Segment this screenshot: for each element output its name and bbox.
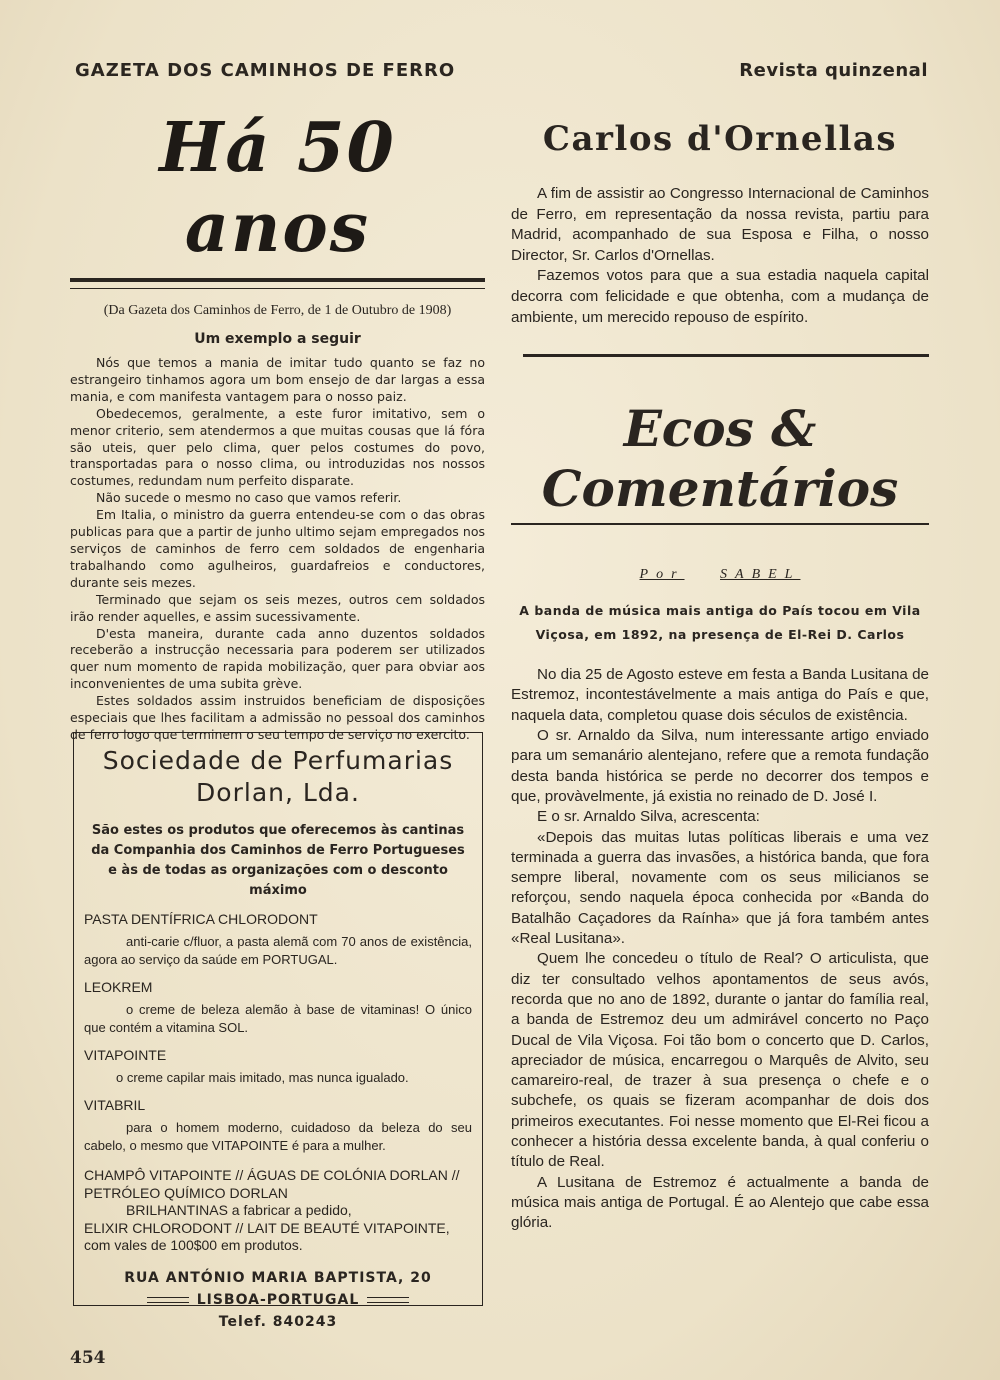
product-description: anti-carie c/fluor, a pasta alemã com 70 anos de existência, agora ao serviço da saúde em PORTUGAL.	[84, 934, 472, 967]
carlos-ornellas-title: Carlos d'Ornellas	[542, 119, 898, 159]
ad-closing-line3: ELIXIR CHLORODONT // LAIT DE BEAUTÉ VITAPOINTE, com vales de 100$00 em produtos.	[84, 1219, 450, 1253]
divider	[367, 1297, 409, 1303]
ha-50-anos-title: Há 50 anos	[159, 108, 396, 268]
product-name: PASTA DENTÍFRICA CHLORODONT	[84, 911, 318, 927]
left-column	[70, 108, 485, 744]
divider	[147, 1297, 189, 1303]
paragraph: «Depois das muitas lutas políticas liberais e uma vez terminada a guerra das invasões, a histórica banda, que fora sempre liberal, novamente com os seus milicianos se reforçou, sendo naquela época conhecida por «Banda do Batalhão Caçadores da Raínha» que já fora também antes «Real Lusitana».	[511, 828, 929, 948]
paragraph: Estes soldados assim instruidos beneficiam de disposições especiais que lhes facilitam a admissão no pessoal dos caminhos de ferro logo que terminem o seu tempo de serviço no exercito.	[70, 693, 485, 742]
article-body	[70, 355, 485, 744]
paragraph: Nós que temos a mania de imitar tudo quanto se faz no estrangeiro tinhamos agora um bom ensejo de dar largas a essa mania, e com manifesta vantagem para o nosso paiz.	[70, 355, 485, 404]
page-number: 454	[70, 1348, 106, 1368]
paragraph: Fazemos votos para que a sua estadia naquela capital decorra com felicidade e que obtenha, com a mudança de ambiente, um merecido repouso de espírito.	[511, 267, 929, 326]
article-subhead: Um exemplo a seguir	[194, 331, 361, 347]
paragraph: Em Italia, o ministro da guerra entendeu-se com o das obras publicas para que a partir de junho ultimo sejam empregados nos serviços de caminhos de ferro cem soldados de engenharia trabalhando como agulheiros, guardafreios e conductores, durante seis mezes.	[70, 507, 485, 590]
ad-closing-line1: CHAMPÔ VITAPOINTE // ÁGUAS DE COLÓNIA DORLAN // PETRÓLEO QUÍMICO DORLAN	[84, 1167, 460, 1201]
paragraph: Obedecemos, geralmente, a este furor imitativo, sem o menor criterio, sem atendermos a que muitas cousas que lá fóra são uteis, quer pelo clima, quer pelos costumes do povo, transportadas para o nosso clima, ou introduzidas nos nossos costumes, redundam num perfeito disparate.	[70, 405, 485, 489]
product-description: para o homem moderno, cuidadoso da beleza do seu cabelo, o mesmo que VITAPOINTE é para a mulher.	[84, 1120, 472, 1153]
paragraph: E o sr. Arnaldo Silva, acrescenta:	[537, 808, 760, 826]
product-name: VITAPOINTE	[84, 1047, 167, 1063]
byline-author: SABEL	[720, 567, 801, 583]
ad-address-block	[84, 1267, 472, 1333]
journal-frequency: Revista quinzenal	[739, 60, 928, 81]
ad-phone: Telef. 840243	[218, 1313, 338, 1330]
product-name: VITABRIL	[84, 1097, 146, 1113]
ecos-headline: A banda de música mais antiga do País tocou em Vila Viçosa, em 1892, na presença de El-Rei D. Carlos	[519, 603, 921, 643]
paragraph: O sr. Arnaldo da Silva, num interessante artigo enviado para um semanário alentejano, refere que a remota fundação desta banda histórica se perde no decorrer dos tempos e que, provàvelmente, já existia no reinado de D. José I.	[511, 727, 929, 805]
source-line: (Da Gazeta dos Caminhos de Ferro, de 1 de Outubro de 1908)	[103, 303, 452, 318]
paragraph: Terminado que sejam os seis mezes, outros cem soldados irão render aquelles, e assim sucessivamente.	[70, 591, 485, 624]
ecos-comentarios-title: Ecos & Comentários	[541, 399, 899, 519]
paragraph: No dia 25 de Agosto esteve em festa a Banda Lusitana de Estremoz, incontestávelmente a mais antiga do País e que, naquela data, completou quase dois séculos de existência.	[511, 666, 929, 724]
right-column	[511, 118, 929, 1233]
title-rule	[70, 278, 485, 289]
ad-title-line1: Sociedade de Perfumarias	[102, 746, 454, 775]
ad-closing-line2: BRILHANTINAS a fabricar a pedido,	[126, 1202, 352, 1218]
product-description: o creme capilar mais imitado, mas nunca igualado.	[116, 1070, 409, 1085]
product-description: o creme de beleza alemão à base de vitaminas! O único que contém a vitamina SOL.	[84, 1002, 472, 1035]
ad-city-row	[84, 1289, 472, 1311]
paragraph: A fim de assistir ao Congresso Internacional de Caminhos de Ferro, em representação da nossa revista, partiu para Madrid, acompanhado de sua Esposa e Filha, o nosso Director, Sr. Carlos d'Ornellas.	[511, 185, 929, 264]
paragraph: Quem lhe concedeu o título de Real? O articulista, que diz ter consultado velhos apontamentos de seus avós, recorda que no ano de 1892, durante o jantar do família real, a banda de Estremoz deu um admirável concerto no Paço Ducal de Vila Viçosa. Foi tão bom o concerto que D. Carlos, apreciador de música, encarregou o Marquês de Alvito, seu camareiro-real, de trazer à sua presença o chefe e o subchefe, os quais se fizeram acompanhar de dois dos primeiros executantes. Foi nesse momento que El-Rei ficou a conhecer a história dessa excelente banda, à qual conferiu o título de Real.	[511, 950, 929, 1171]
ad-title	[84, 745, 472, 809]
byline-prefix: Por	[639, 567, 685, 583]
section-divider	[523, 354, 929, 357]
paragraph: Não sucede o mesmo no caso que vamos referir.	[96, 490, 402, 506]
ad-address: RUA ANTÓNIO MARIA BAPTISTA, 20	[124, 1269, 432, 1286]
ad-city: LISBOA-PORTUGAL	[196, 1291, 360, 1308]
ad-intro: São estes os produtos que oferecemos às cantinas da Companhia dos Caminhos de Ferro Portugueses e às de todas as organizações com o desconto máximo	[91, 823, 465, 898]
product-name: LEOKREM	[84, 979, 153, 995]
journal-title: GAZETA DOS CAMINHOS DE FERRO	[75, 60, 456, 81]
paragraph: A Lusitana de Estremoz é actualmente a banda de música mais antiga de Portugal. É ao Alentejo que cabe essa glória.	[511, 1173, 929, 1232]
paragraph: D'esta maneira, durante cada anno duzentos soldados receberão a instrucção necessaria para poderem ser utilizados quer num momento de rapida mobilização, quer para obviar aos inconvenientes de uma subita grève.	[70, 625, 485, 692]
ad-title-line2: Dorlan, Lda.	[196, 778, 360, 807]
byline	[511, 567, 929, 583]
perfumaria-advert	[73, 732, 483, 1330]
ecos-article-body	[511, 665, 929, 1233]
carlos-article-body	[511, 184, 929, 328]
ad-closing	[84, 1167, 472, 1255]
ecos-rule	[511, 523, 929, 525]
